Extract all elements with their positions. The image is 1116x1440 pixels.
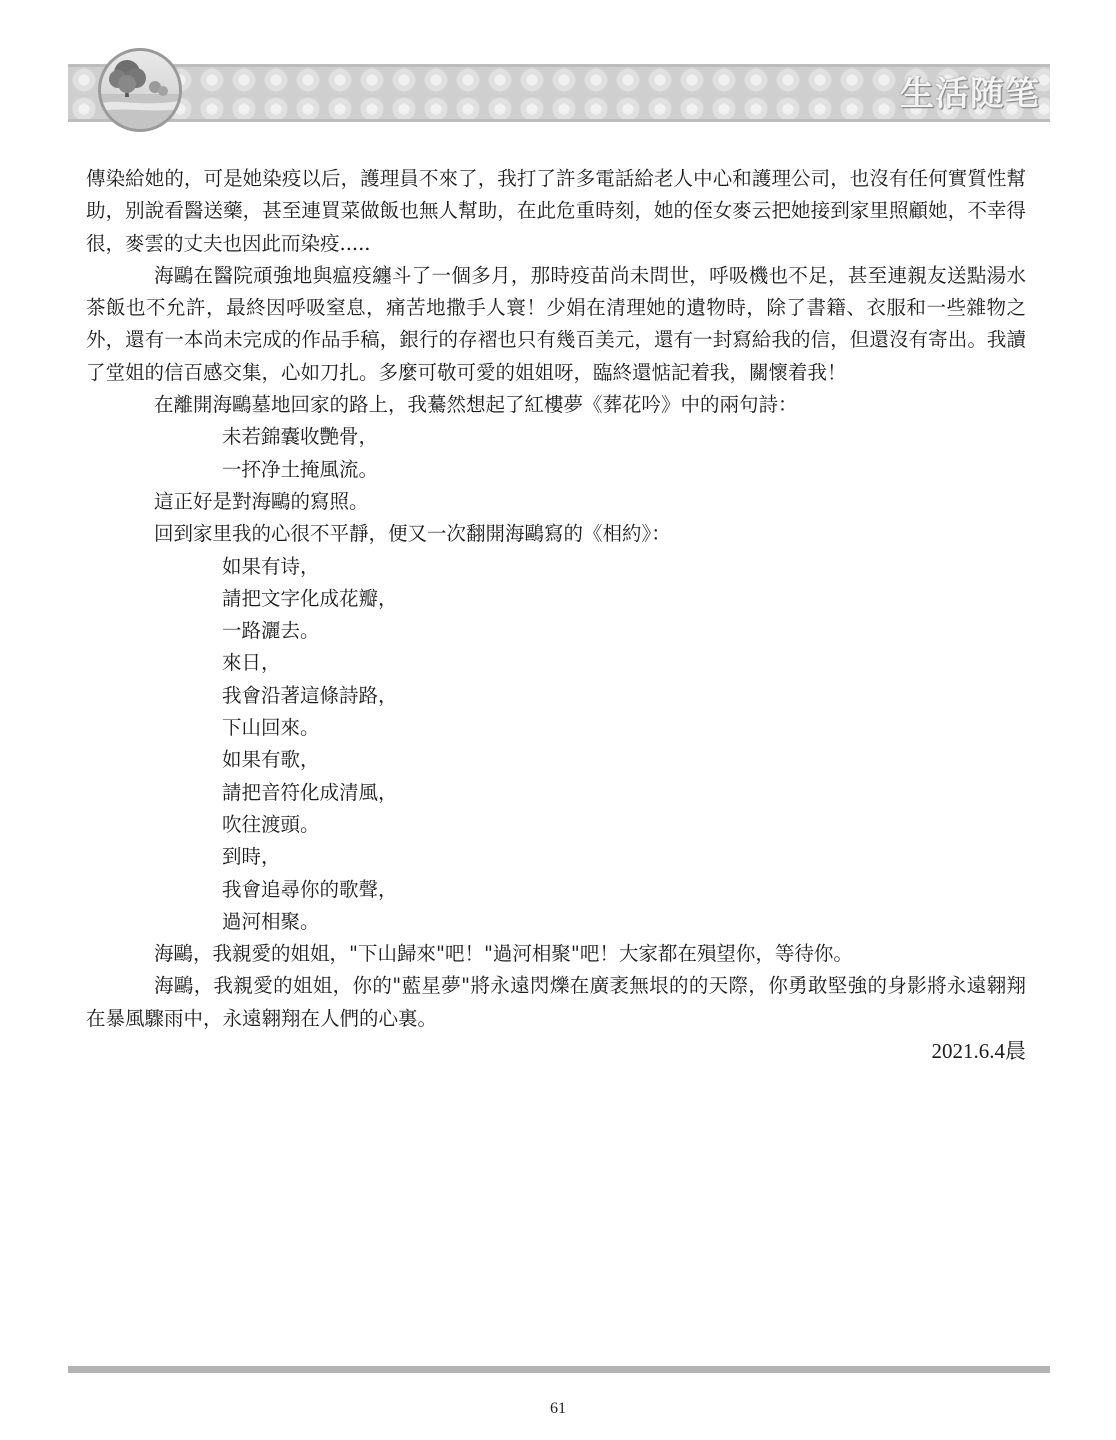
- footer-rule: [68, 1366, 1050, 1373]
- paragraph: 這正好是對海鷗的寫照。: [154, 489, 369, 513]
- section-title: 生活随笔: [900, 74, 1040, 114]
- poem-line: 吹往渡頭。: [222, 812, 320, 836]
- article-body: [86, 163, 1026, 1067]
- poem-line: 請把文字化成花瓣，: [222, 586, 398, 610]
- poem-line: 到時，: [222, 845, 281, 869]
- poem-line: 下山回來。: [222, 716, 320, 740]
- poem-line: 一路灑去。: [222, 619, 320, 643]
- paragraph: 海鷗，我親愛的姐姐，你的"藍星夢"將永遠閃爍在廣袤無垠的的天際，你勇敢堅強的身影將永遠翱翔在暴風驟雨中，永遠翱翔在人們的心裏。: [86, 974, 1026, 1030]
- paragraph: 海鷗在醫院頑強地與瘟疫纏斗了一個多月，那時疫苗尚未問世，呼吸機也不足，甚至連親友送點湯水茶飯也不允許，最終因呼吸窒息，痛苦地撒手人寰！少娟在清理她的遺物時，除了書籍、衣服和一些雜物之外，還有一本尚未完成的作品手稿，銀行的存褶也只有幾百美元，還有一封寫給我的信，但還沒有寄出。我讀了堂姐的信百感交集，心如刀扎。多麼可敬可愛的姐姐呀，臨終還惦記着我，關懷着我！: [86, 263, 1026, 384]
- poem-line: 來日，: [222, 651, 281, 675]
- poem-line: 未若錦囊收艷骨，: [222, 425, 379, 449]
- paragraph: 在離開海鷗墓地回家的路上，我驀然想起了紅樓夢《葬花吟》中的兩句詩：: [154, 393, 798, 417]
- paragraph: 傳染給她的，可是她染疫以后，護理員不來了，我打了許多電話給老人中心和護理公司，也沒有任何實質性幫助，别說看醫送藥，甚至連買菜做飯也無人幫助，在此危重時刻，她的侄女麥云把她接到家里照顧她，不幸得很，麥雲的丈夫也因此而染疫.....: [86, 167, 1026, 255]
- poem-line: 一抔净土掩風流。: [222, 457, 379, 481]
- paragraph: 回到家里我的心很不平靜，便又一次翻開海鷗寫的《相約》：: [154, 522, 671, 546]
- poem-line: 如果有诗，: [222, 554, 320, 578]
- poem-line: 我會沿著這條詩路，: [222, 683, 398, 707]
- landscape-medallion-icon: [98, 48, 182, 132]
- paragraph: 海鷗，我親愛的姐姐，"下山歸來"吧！"過河相聚"吧！大家都在殞望你，等待你。: [154, 942, 853, 966]
- poem-line: 過河相聚。: [222, 909, 320, 933]
- poem-line: 我會追尋你的歌聲，: [222, 877, 398, 901]
- poem-line: 請把音符化成清風，: [222, 780, 398, 804]
- date-signature: 2021.6.4晨: [931, 1039, 1026, 1064]
- page-number: 61: [550, 1400, 566, 1417]
- poem-line: 如果有歌，: [222, 748, 320, 772]
